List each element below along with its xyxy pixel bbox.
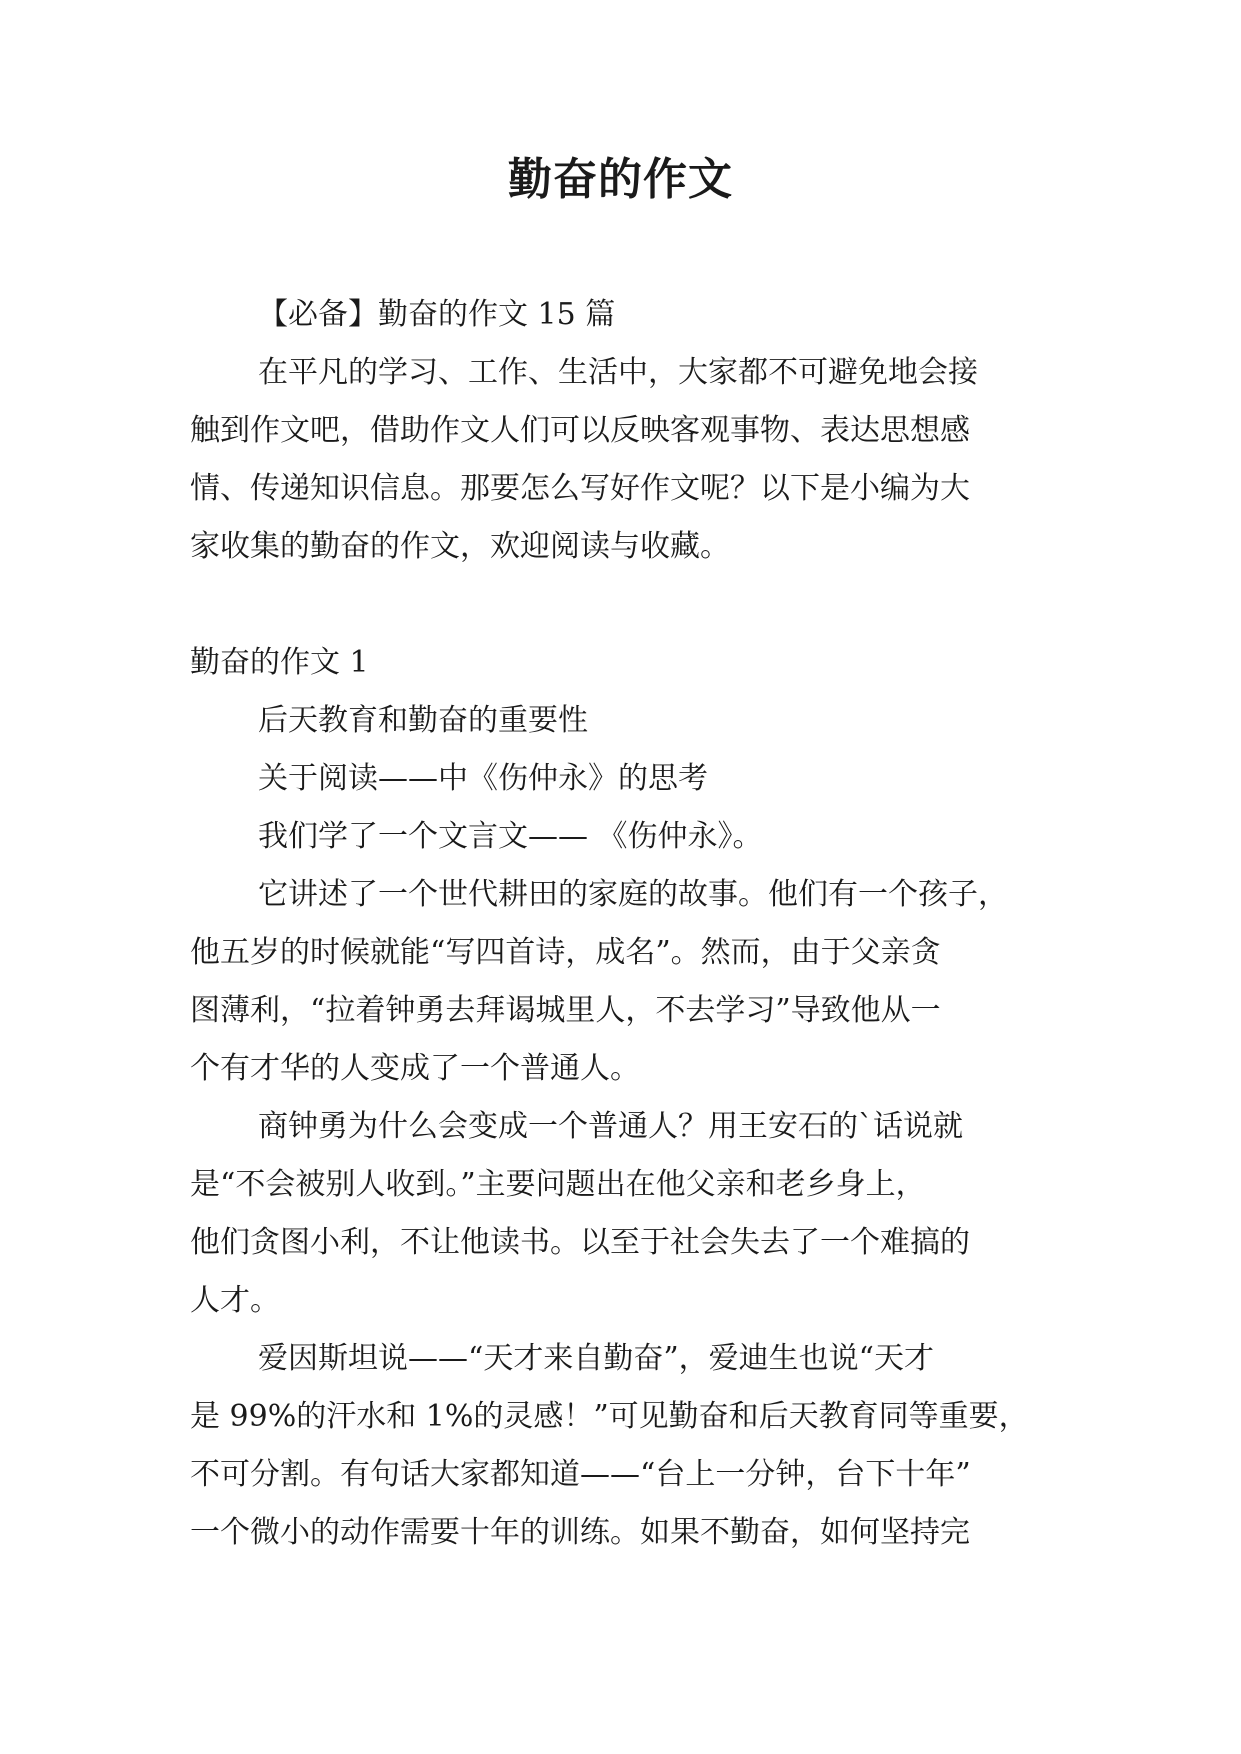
paragraph-line: 情、传递知识信息。那要怎么写好作文呢？以下是小编为大 xyxy=(190,471,970,506)
paragraph-gap xyxy=(190,576,1052,634)
paragraph-line: 关于阅读——中《伤仲永》的思考 xyxy=(258,761,708,796)
paragraph-line: 是 99%的汗水和 1%的灵感！”可见勤奋和后天教育同等重要， xyxy=(190,1399,1029,1434)
paragraph-line: 后天教育和勤奋的重要性 xyxy=(258,703,588,738)
paragraph-line: 它讲述了一个世代耕田的家庭的故事。他们有一个孩子， xyxy=(258,877,1008,912)
paragraph-line: 一个微小的动作需要十年的训练。如果不勤奋，如何坚持完 xyxy=(190,1515,970,1550)
paragraph-line: 家收集的勤奋的作文，欢迎阅读与收藏。 xyxy=(190,529,730,564)
document-body xyxy=(190,286,1052,1562)
paragraph-line: 【必备】勤奋的作文 15 篇 xyxy=(258,297,616,332)
paragraph-line: 是“不会被别人收到。”主要问题出在他父亲和老乡身上， xyxy=(190,1167,926,1202)
paragraph-line: 触到作文吧，借助作文人们可以反映客观事物、表达思想感 xyxy=(190,413,970,448)
paragraph-line: 图薄利，“拉着钟勇去拜谒城里人，不去学习”导致他从一 xyxy=(190,993,941,1028)
section-heading: 勤奋的作文 1 xyxy=(190,645,369,680)
document-title: 勤奋的作文 xyxy=(508,154,733,205)
paragraph-line: 人才。 xyxy=(190,1283,280,1318)
paragraph-line: 在平凡的学习、工作、生活中，大家都不可避免地会接 xyxy=(258,355,978,390)
paragraph-line: 他五岁的时候就能“写四首诗，成名”。然而，由于父亲贪 xyxy=(190,935,941,970)
paragraph-line: 商钟勇为什么会变成一个普通人？用王安石的`话说就 xyxy=(258,1109,963,1144)
paragraph-line: 个有才华的人变成了一个普通人。 xyxy=(190,1051,640,1086)
paragraph-line: 他们贪图小利，不让他读书。以至于社会失去了一个难搞的 xyxy=(190,1225,970,1260)
paragraph-line: 我们学了一个文言文—— 《伤仲永》。 xyxy=(258,819,763,854)
paragraph-line: 爱因斯坦说——“天才来自勤奋”，爱迪生也说“天才 xyxy=(258,1341,935,1376)
paragraph-line: 不可分割。有句话大家都知道——“台上一分钟，台下十年” xyxy=(190,1457,971,1492)
